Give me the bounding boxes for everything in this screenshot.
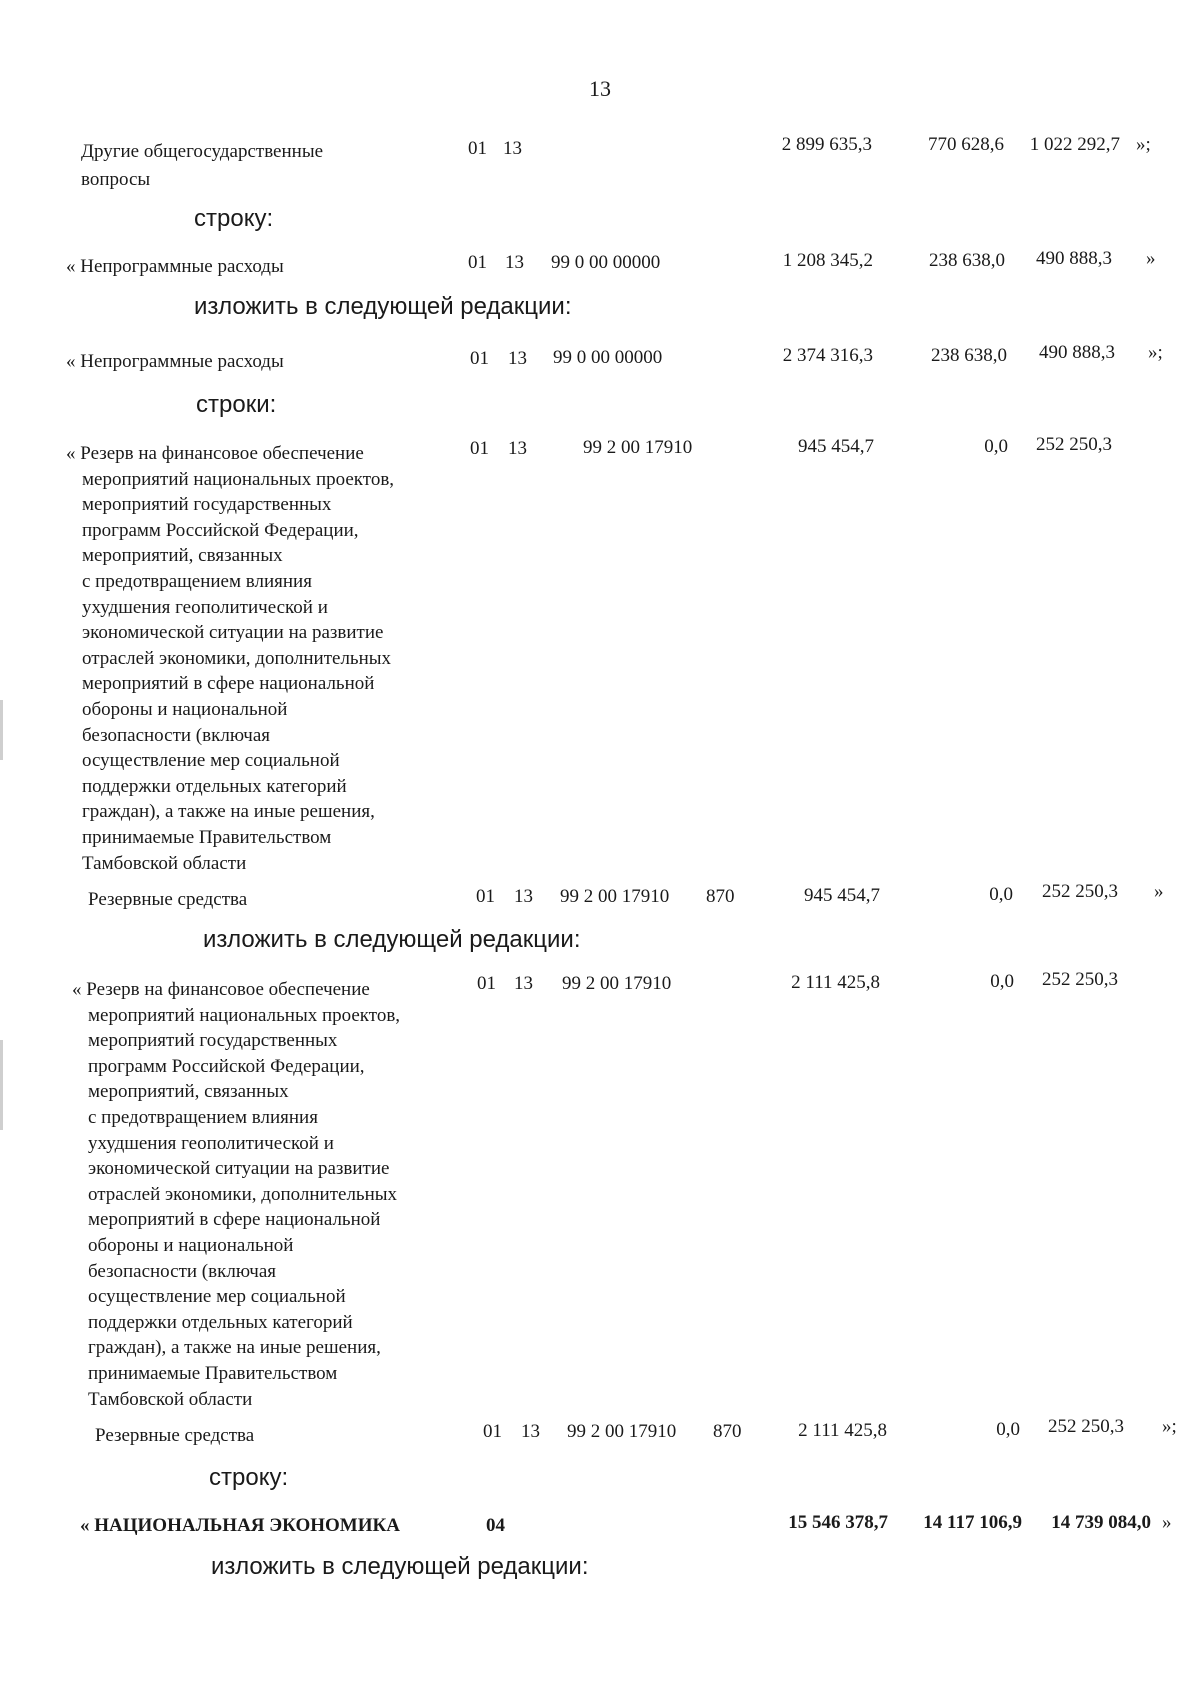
row-name-line: Другие общегосударственные [81,141,324,162]
desc-line: с предотвращением влияния [82,570,312,592]
amount-year-2: 0,0 [989,884,1013,905]
amount-year-3: 252 250,3 [1036,434,1112,455]
amount-year-1: 15 546 378,7 [788,1512,888,1533]
instruction-izlozhit: изложить в следующей редакции: [203,926,581,953]
desc-line: « Резерв на финансовое обеспечение [72,979,370,1000]
rz-code: 01 [470,348,489,369]
scan-edge-mark [0,700,3,760]
pr-code: 13 [503,138,522,159]
amount-year-2: 238 638,0 [931,345,1007,366]
rz-code: 01 [470,438,489,459]
desc-line: Тамбовской области [82,852,247,874]
desc-line: мероприятий национальных проектов, [88,1004,401,1026]
closing-quote: » [1154,881,1164,902]
desc-line: мероприятий в сфере национальной [82,673,375,695]
csr-code: 99 0 00 00000 [551,252,661,273]
pr-code: 13 [514,973,533,994]
closing-quote: » [1162,1512,1172,1533]
desc-line: мероприятий государственных [88,1030,338,1052]
desc-line: « Резерв на финансовое обеспечение [66,443,364,464]
amount-year-3: 252 250,3 [1048,1416,1124,1437]
desc-line: безопасности (включая [82,724,271,746]
desc-line: ухудшения геополитической и [82,596,328,618]
closing-quote: »; [1136,134,1151,155]
desc-line: с предотвращением влияния [88,1106,318,1128]
amount-year-2: 238 638,0 [929,250,1005,271]
pr-code: 13 [521,1421,540,1442]
closing-quote: »; [1162,1416,1177,1437]
desc-line: мероприятий, связанных [82,545,283,567]
scan-edge-mark [0,1040,3,1130]
row-name: Резервные средства [95,1425,255,1446]
desc-line: принимаемые Правительством [88,1362,338,1384]
row-name-multiline-reserve-old [66,441,394,876]
amount-year-1: 1 208 345,2 [782,250,873,271]
instruction-stroku: строку: [209,1464,289,1491]
amount-year-1: 2 111 425,8 [798,1420,887,1441]
desc-line: поддержки отдельных категорий [82,775,347,797]
desc-line: мероприятий, связанных [88,1081,289,1103]
table-row-reserve-funds-new [0,1416,1200,1446]
table-row-reserve-funds-old [0,881,1200,910]
row-name-multiline-reserve-new [72,977,400,1412]
amount-year-1: 2 899 635,3 [781,134,872,155]
row-name: Резервные средства [88,889,248,910]
vr-code: 870 [706,886,735,907]
desc-line: экономической ситуации на развитие [82,622,384,644]
desc-line: отраслей экономики, дополнительных [82,647,392,669]
desc-line: отраслей экономики, дополнительных [88,1183,398,1205]
closing-quote: »; [1148,342,1163,363]
desc-line: ухудшения геополитической и [88,1132,334,1154]
rz-code: 04 [486,1515,505,1536]
instruction-stroku: строку: [194,205,274,232]
amount-year-2: 0,0 [984,436,1008,457]
pr-code: 13 [508,348,527,369]
desc-line: поддержки отдельных категорий [88,1311,353,1333]
rz-code: 01 [468,138,487,159]
csr-code: 99 2 00 17910 [583,437,693,458]
amount-year-3: 14 739 084,0 [1051,1512,1151,1533]
desc-line: обороны и национальной [88,1234,294,1256]
rz-code: 01 [476,886,495,907]
rz-code: 01 [483,1421,502,1442]
csr-code: 99 2 00 17910 [567,1421,677,1442]
amount-year-2: 0,0 [996,1419,1020,1440]
amount-year-1: 2 111 425,8 [791,972,880,993]
csr-code: 99 0 00 00000 [553,347,663,368]
closing-quote: » [1146,248,1156,269]
desc-line: мероприятий государственных [82,494,332,516]
amount-year-1: 945 454,7 [804,885,880,906]
amount-year-3: 1 022 292,7 [1029,134,1120,155]
desc-line: программ Российской Федерации, [82,519,359,541]
instruction-stroki: строки: [196,391,277,418]
row-name: « Непрограммные расходы [66,351,284,372]
row-name: « НАЦИОНАЛЬНАЯ ЭКОНОМИКА [80,1515,401,1536]
amount-year-3: 252 250,3 [1042,969,1118,990]
instruction-izlozhit: изложить в следующей редакции: [211,1553,589,1580]
table-row-other-general [0,134,1200,190]
rz-code: 01 [477,973,496,994]
desc-line: мероприятий национальных проектов, [82,468,395,490]
pr-code: 13 [505,252,524,273]
desc-line: осуществление мер социальной [88,1286,346,1308]
desc-line: осуществление мер социальной [82,750,340,772]
amount-year-3: 490 888,3 [1036,248,1112,269]
desc-line: экономической ситуации на развитие [88,1158,390,1180]
page-number: 13 [589,76,611,101]
vr-code: 870 [713,1421,742,1442]
csr-code: 99 2 00 17910 [560,886,670,907]
desc-line: программ Российской Федерации, [88,1055,365,1077]
row-name-line: вопросы [81,169,151,190]
amount-year-3: 252 250,3 [1042,881,1118,902]
desc-line: безопасности (включая [88,1260,277,1282]
pr-code: 13 [514,886,533,907]
amount-year-1: 2 374 316,3 [782,345,873,366]
table-row-nonprog-new [0,342,1200,372]
desc-line: граждан), а также на иные решения, [88,1337,381,1359]
desc-line: Тамбовской области [88,1388,253,1410]
desc-line: мероприятий в сфере национальной [88,1209,381,1231]
rz-code: 01 [468,252,487,273]
amount-year-3: 490 888,3 [1039,342,1115,363]
row-name: « Непрограммные расходы [66,256,284,277]
amount-year-2: 0,0 [990,971,1014,992]
amount-year-2: 14 117 106,9 [923,1512,1022,1533]
desc-line: обороны и национальной [82,698,288,720]
instruction-izlozhit: изложить в следующей редакции: [194,293,572,320]
amount-year-1: 945 454,7 [798,436,874,457]
desc-line: принимаемые Правительством [82,826,332,848]
pr-code: 13 [508,438,527,459]
csr-code: 99 2 00 17910 [562,973,672,994]
amount-year-2: 770 628,6 [928,134,1004,155]
desc-line: граждан), а также на иные решения, [82,801,375,823]
table-row-national-economy [0,1512,1200,1536]
table-row-nonprog-old [0,248,1200,277]
